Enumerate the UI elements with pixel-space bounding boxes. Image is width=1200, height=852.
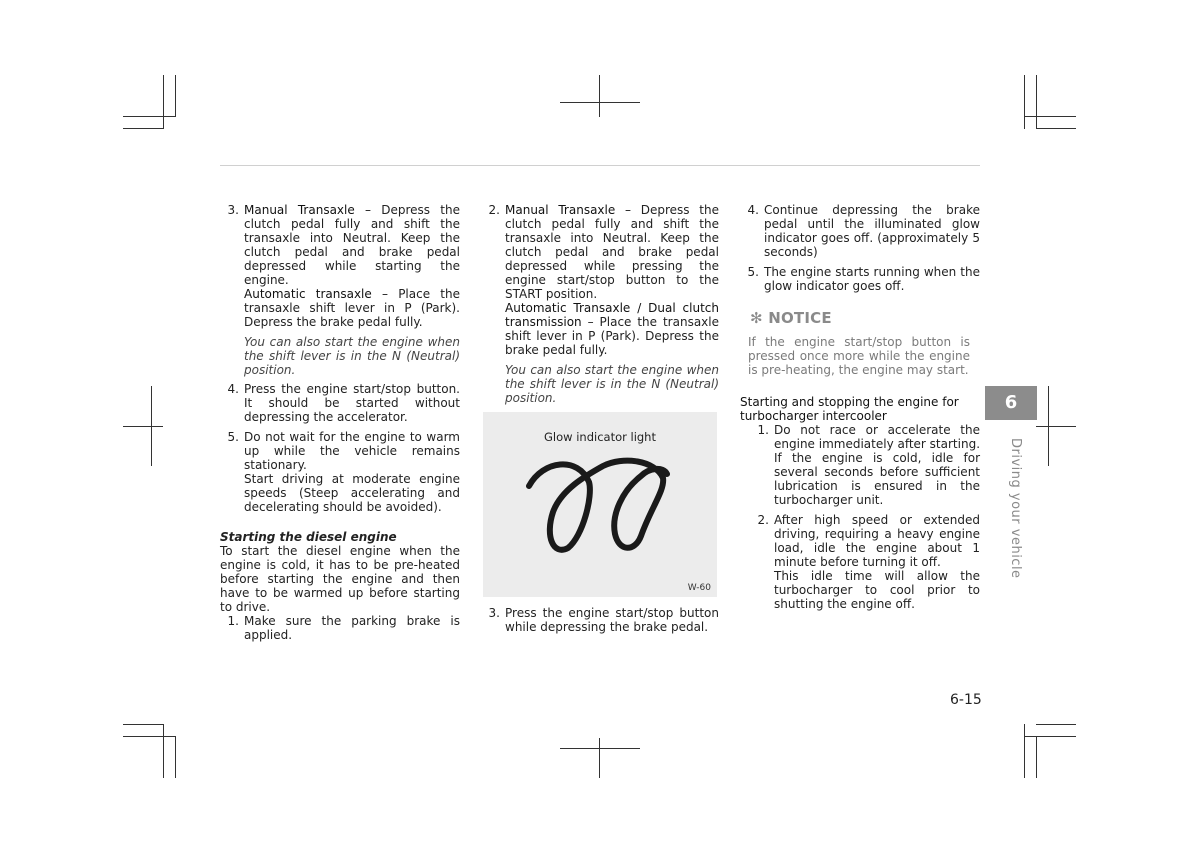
crop-mark <box>1024 75 1025 129</box>
crop-mark <box>175 736 176 778</box>
crop-mark <box>1024 724 1025 778</box>
crop-mark <box>1036 128 1076 129</box>
notice-title: ✻ NOTICE <box>750 309 832 327</box>
item-text: – Place the transaxle shift lever in P (Park). Depress the brake pedal fully. <box>505 315 719 357</box>
section-heading: Starting and stopping the engine for turbocharger intercooler <box>740 395 959 423</box>
list-number: 4. <box>747 203 759 217</box>
column-left <box>220 203 460 648</box>
crop-mark <box>1024 736 1076 737</box>
notice-body: If the engine start/stop button is pressed once more while the engine is pre-heating, the engine may start. <box>748 335 970 377</box>
crop-mark <box>599 75 600 117</box>
list-number: 1. <box>757 423 769 437</box>
item-text: Press the engine start/stop button while depressing the brake pedal. <box>505 606 719 634</box>
crop-mark <box>175 75 176 117</box>
crop-mark <box>1036 426 1076 427</box>
item-text: If the engine is cold, idle for several seconds before sufficient lubrication is ensured in the turbocharger unit. <box>774 451 980 507</box>
italic-note: You can also start the engine when the shift lever is in the N (Neutral) position. <box>244 335 460 377</box>
column-right <box>740 203 980 617</box>
item-text: Depress the clutch pedal fully and shift the transaxle into Neutral. Keep the clutch pedal and brake pedal depressed while pressing the engine start/stop button to the START position. <box>505 203 719 301</box>
item-text: Place the transaxle shift lever in P (Park). Depress the brake pedal fully. <box>244 287 460 329</box>
crop-mark <box>163 75 164 129</box>
crop-mark <box>163 724 164 778</box>
crop-mark <box>1036 736 1037 778</box>
italic-note: You can also start the engine when the shift lever is in the N (Neutral) position. <box>505 363 719 405</box>
item-text: Depress the clutch pedal fully and shift the transaxle into Neutral. Keep the clutch pedal and brake pedal depressed while starting the engine. <box>244 203 460 287</box>
item-lead: Manual Transaxle – <box>244 203 371 217</box>
crop-mark <box>123 128 163 129</box>
list-item <box>750 423 980 507</box>
crop-mark <box>560 102 640 103</box>
list-number: 3. <box>488 606 500 620</box>
item-text: Do not race or accelerate the engine immediately after starting. <box>774 423 981 451</box>
list-item <box>481 606 719 634</box>
item-text: This idle time will allow the turbocharger to cool prior to shutting the engine off. <box>774 569 980 611</box>
glow-indicator-figure <box>483 412 717 597</box>
list-item <box>220 382 460 424</box>
list-number: 2. <box>488 203 500 217</box>
item-text: Do not wait for the engine to warm up while the vehicle remains stationary. <box>244 430 460 472</box>
crop-mark <box>1036 75 1037 129</box>
list-number: 3. <box>227 203 239 217</box>
header-rule <box>220 165 980 166</box>
list-item <box>740 265 980 293</box>
chapter-tab: 6 <box>985 386 1037 420</box>
figure-caption: Glow indicator light <box>544 430 656 444</box>
item-text: The engine starts running when the glow indicator goes off. <box>764 265 980 293</box>
crop-mark <box>1024 116 1076 117</box>
section-heading: Starting the diesel engine <box>220 530 397 544</box>
chapter-title: Driving your vehicle <box>1008 438 1023 579</box>
crop-mark <box>123 724 163 725</box>
item-text: Make sure the parking brake is applied. <box>244 614 460 642</box>
item-lead: Automatic transaxle – <box>244 287 388 301</box>
crop-mark <box>123 426 163 427</box>
column-middle-lower <box>481 606 719 640</box>
item-lead: Automatic Transaxle / Dual clutch transmission <box>505 301 719 329</box>
list-number: 5. <box>227 430 239 444</box>
list-item <box>220 203 460 329</box>
column-middle <box>481 203 719 411</box>
list-item <box>740 203 980 259</box>
list-number: 5. <box>747 265 759 279</box>
figure-code: W-60 <box>687 583 711 593</box>
item-lead: Manual Transaxle – <box>505 203 631 217</box>
crop-mark <box>1036 724 1076 725</box>
list-item <box>750 513 980 611</box>
paragraph: To start the diesel engine when the engine is cold, it has to be pre-heated before starting the engine and then have to be warmed up before starting to drive. <box>220 544 460 614</box>
item-text: Press the engine start/stop button. It should be started without depressing the accelerator. <box>244 382 460 424</box>
list-number: 2. <box>757 513 769 527</box>
crop-mark <box>560 748 640 749</box>
item-text: After high speed or extended driving, requiring a heavy engine load, idle the engine about 1 minute before turning it off. <box>774 513 980 569</box>
crop-mark <box>123 736 175 737</box>
list-item <box>220 430 460 514</box>
list-item <box>481 203 719 357</box>
crop-mark <box>599 738 600 778</box>
list-number: 4. <box>227 382 239 396</box>
glow-indicator-icon <box>523 456 673 556</box>
page-number: 6-15 <box>950 692 982 708</box>
item-text: Continue depressing the brake pedal until the illuminated glow indicator goes off. (approximately 5 seconds) <box>764 203 980 259</box>
list-number: 1. <box>227 614 239 628</box>
item-text: Start driving at moderate engine speeds (Steep accelerating and decelerating should be avoided). <box>244 472 460 514</box>
list-item <box>220 614 460 642</box>
crop-mark <box>123 116 175 117</box>
